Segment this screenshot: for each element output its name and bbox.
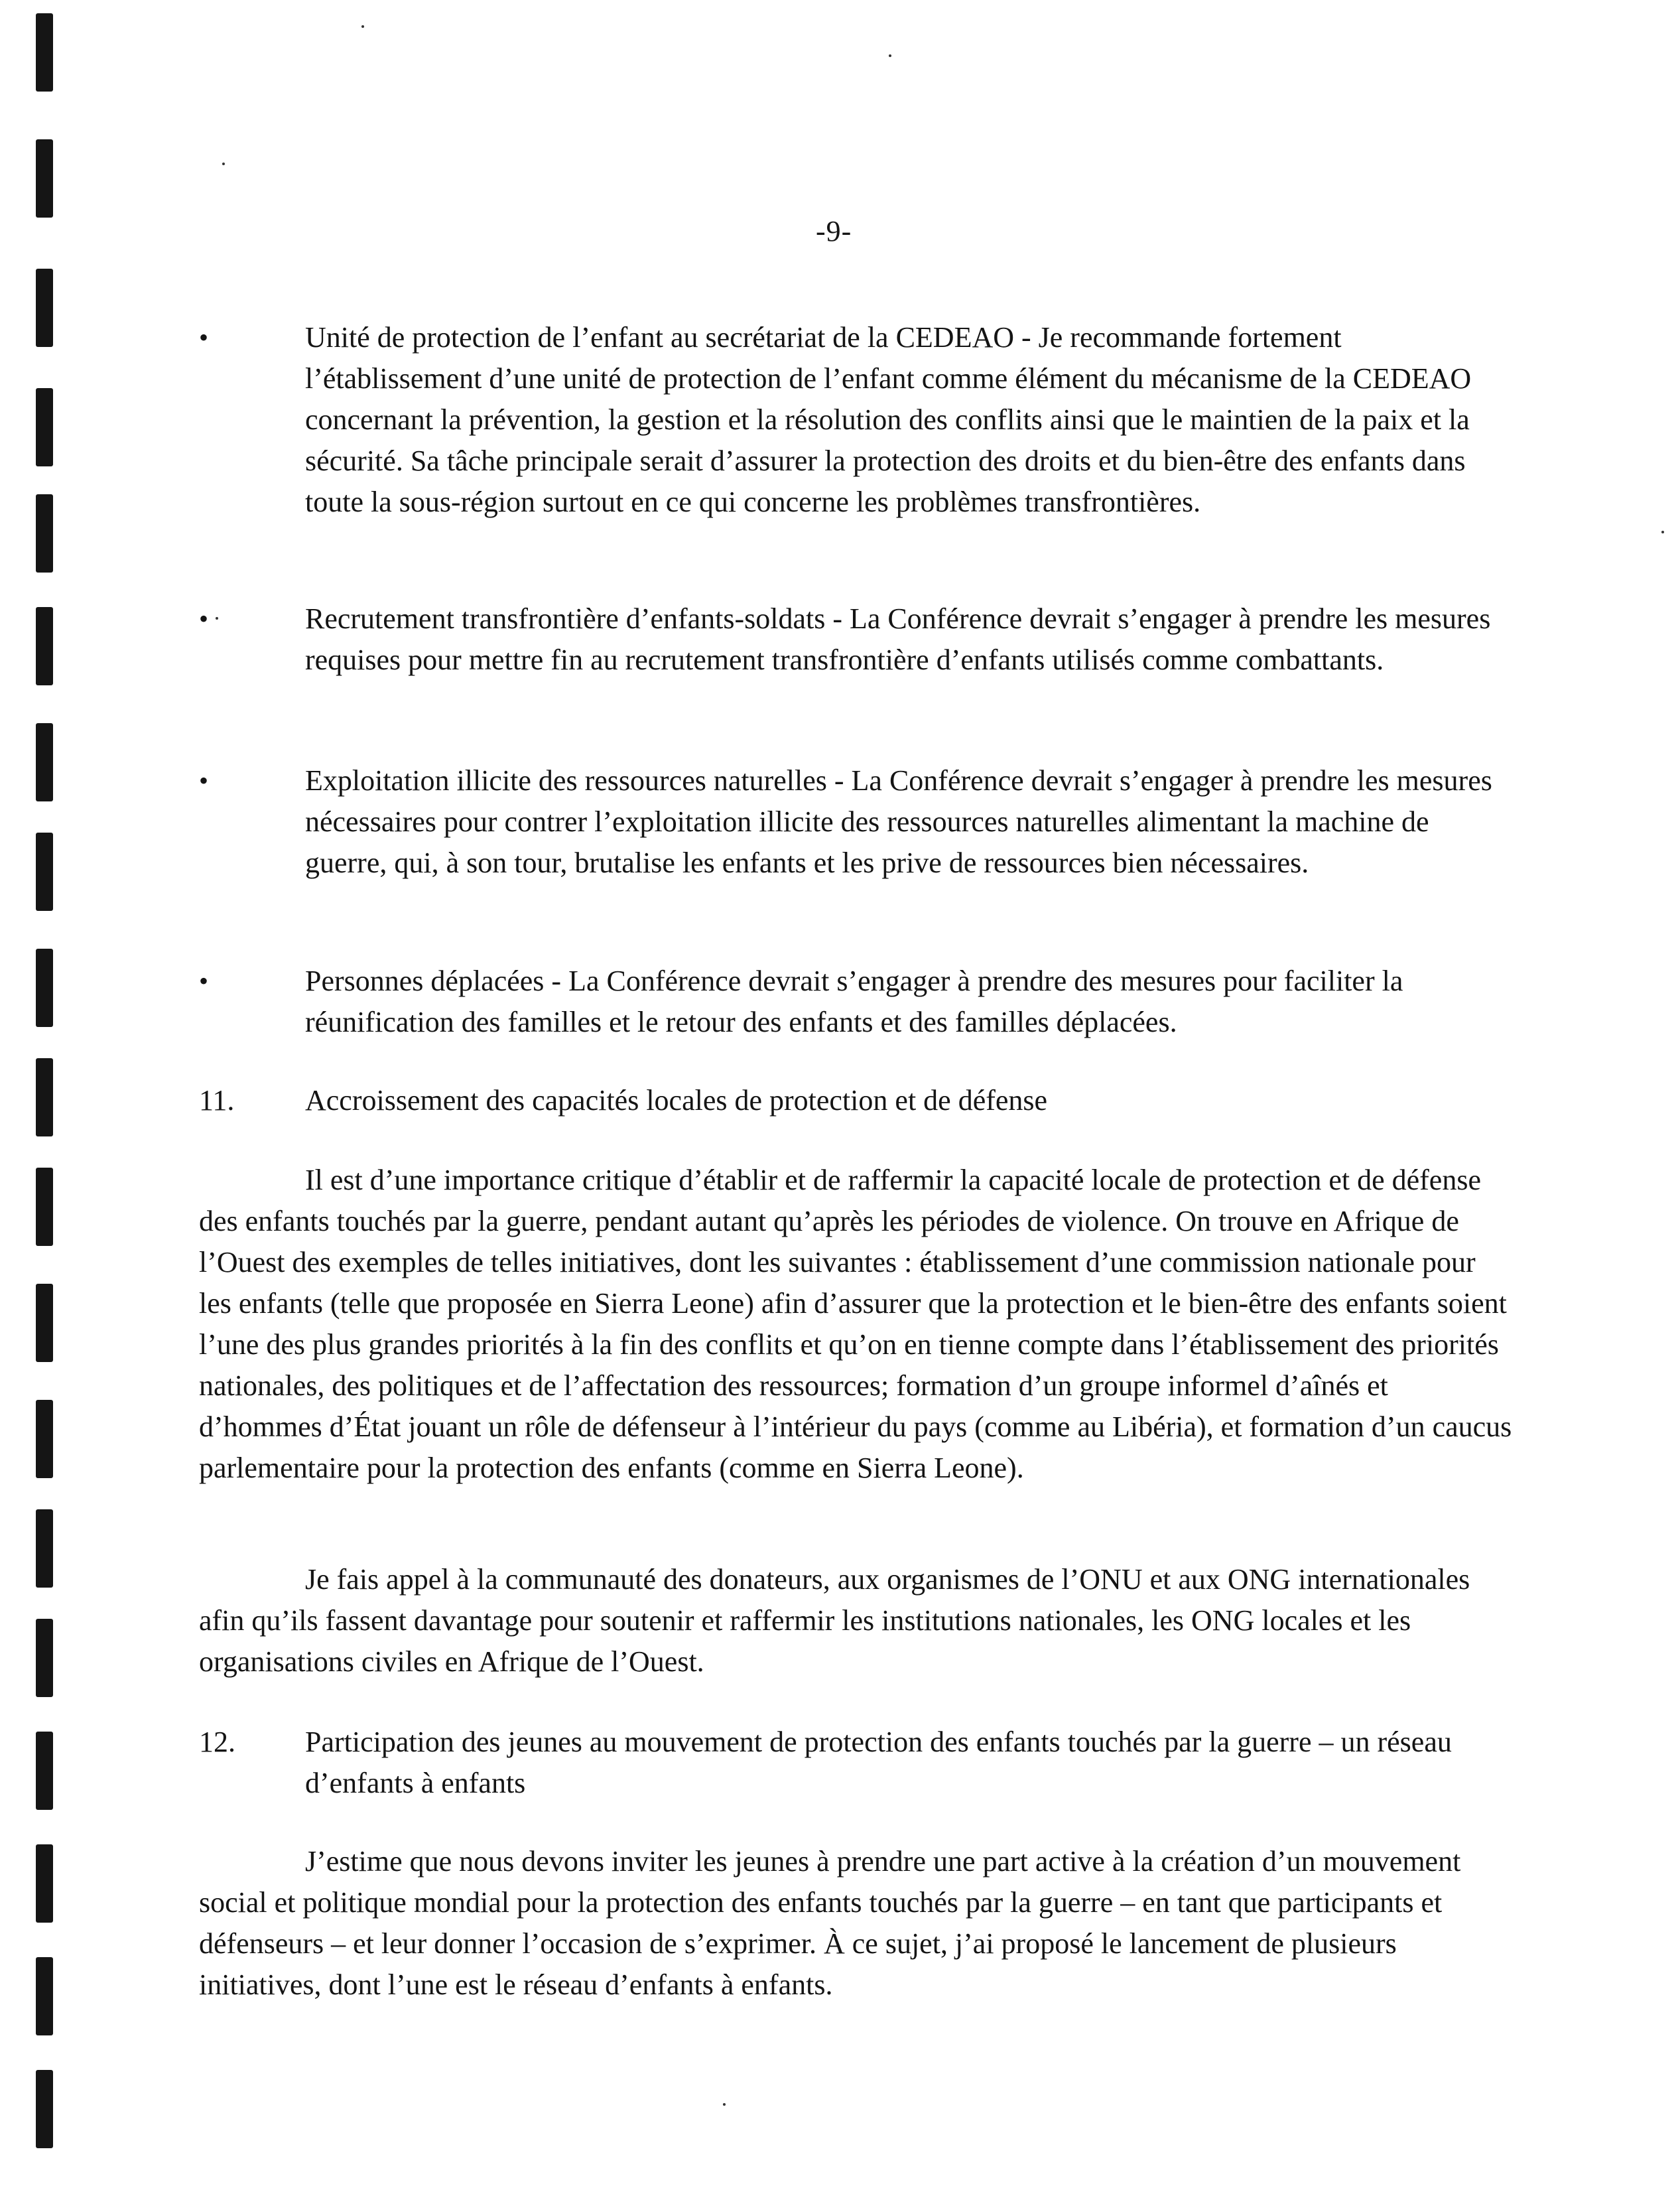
binder-mark (36, 494, 53, 573)
bullet-text: Exploitation illicite des ressources naturelles - La Conférence devrait s’engager à prendre les mesures nécessaires pour contrer l’exploitation illicite des ressources naturelles alimentant la machine de guerre, qui, à son tour, brutalise les enfants et les prive de ressources bien nécessaires. (305, 764, 1492, 879)
bullet-text: Unité de protection de l’enfant au secrétariat de la CEDEAO - Je recommande fortement l’établissement d’une unité de protection de l’enfant comme élément du mécanisme de la CEDEAO concernant la prévention, la gestion et la résolution des conflits ainsi que le maintien de la paix et la sécurité. Sa tâche principale serait d’assurer la protection des droits et du bien-être des enfants dans toute la sous-région surtout en ce qui concerne les problèmes transfrontières. (305, 321, 1472, 518)
scan-speck (1661, 531, 1664, 533)
scan-speck (889, 54, 891, 57)
bullet-dot-icon: • (199, 966, 209, 996)
binder-mark (36, 2070, 53, 2148)
binder-mark (36, 1168, 53, 1246)
binder-mark (36, 949, 53, 1027)
binder-mark (36, 1732, 53, 1810)
binder-mark (36, 723, 53, 801)
binder-mark (36, 1058, 53, 1136)
bullet-text: Personnes déplacées - La Conférence devrait s’engager à prendre des mesures pour faciliter la réunification des familles et le retour des enfants et des familles déplacées. (305, 965, 1403, 1038)
scan-speck (216, 617, 218, 620)
bullet-dot-icon: • (199, 766, 209, 795)
body-paragraph: J’estime que nous devons inviter les jeunes à prendre une part active à la création d’un mouvement social et politique mondial pour la protection des enfants touchés par la guerre – en tant que participants et défenseurs – et leur donner l’occasion de s’exprimer. À ce sujet, j’ai proposé le lancement de plusieurs initiatives, dont l’une est le réseau d’enfants à enfants. (199, 1845, 1461, 2001)
binder-mark (36, 139, 53, 218)
binder-mark (36, 388, 53, 466)
binder-mark (36, 1957, 53, 2035)
binder-mark (36, 1284, 53, 1362)
binder-mark (36, 269, 53, 347)
binder-mark (36, 607, 53, 685)
section-number: 12. (199, 1726, 235, 1758)
body-paragraph: Il est d’une importance critique d’établir et de raffermir la capacité locale de protection et de défense des enfants touchés par la guerre, pendant autant qu’après les périodes de violence. On trouve en Afrique de l’Ouest des exemples de telles initiatives, dont les suivantes : établissement d’une commission nationale pour les enfants (telle que proposée en Sierra Leone) afin d’assurer que la protection et le bien-être des enfants soient l’une des plus grandes priorités à la fin des conflits et qu’on en tienne compte dans l’établissement des priorités nationales, des politiques et de l’affectation des ressources; formation d’un groupe informel d’aînés et d’hommes d’État jouant un rôle de défenseur à l’intérieur du pays (comme au Libéria), et formation d’un caucus parlementaire pour la protection des enfants (comme en Sierra Leone). (199, 1164, 1512, 1484)
section-number: 11. (199, 1084, 235, 1117)
scan-speck (222, 163, 225, 165)
page-number: -9- (816, 215, 852, 247)
binder-mark (36, 833, 53, 911)
binder-mark (36, 1509, 53, 1588)
bullet-text: Recrutement transfrontière d’enfants-soldats - La Conférence devrait s’engager à prendre les mesures requises pour mettre fin au recrutement transfrontière d’enfants utilisés comme combattants. (305, 602, 1491, 676)
bullet-dot-icon: • (199, 604, 209, 634)
binder-mark (36, 13, 53, 92)
bullet-dot-icon: • (199, 322, 209, 352)
body-paragraph: Je fais appel à la communauté des donateurs, aux organismes de l’ONU et aux ONG internationales afin qu’ils fassent davantage pour soutenir et raffermir les institutions nationales, les ONG locales et les organisations civiles en Afrique de l’Ouest. (199, 1563, 1470, 1678)
binder-mark (36, 1400, 53, 1478)
scan-speck (723, 2103, 726, 2106)
section-title: Accroissement des capacités locales de protection et de défense (305, 1084, 1048, 1117)
binder-mark (36, 1844, 53, 1923)
section-title: Participation des jeunes au mouvement de protection des enfants touchés par la guerre – un réseau d’enfants à enfants (305, 1726, 1452, 1799)
scan-speck (361, 25, 364, 28)
binder-mark (36, 1619, 53, 1697)
